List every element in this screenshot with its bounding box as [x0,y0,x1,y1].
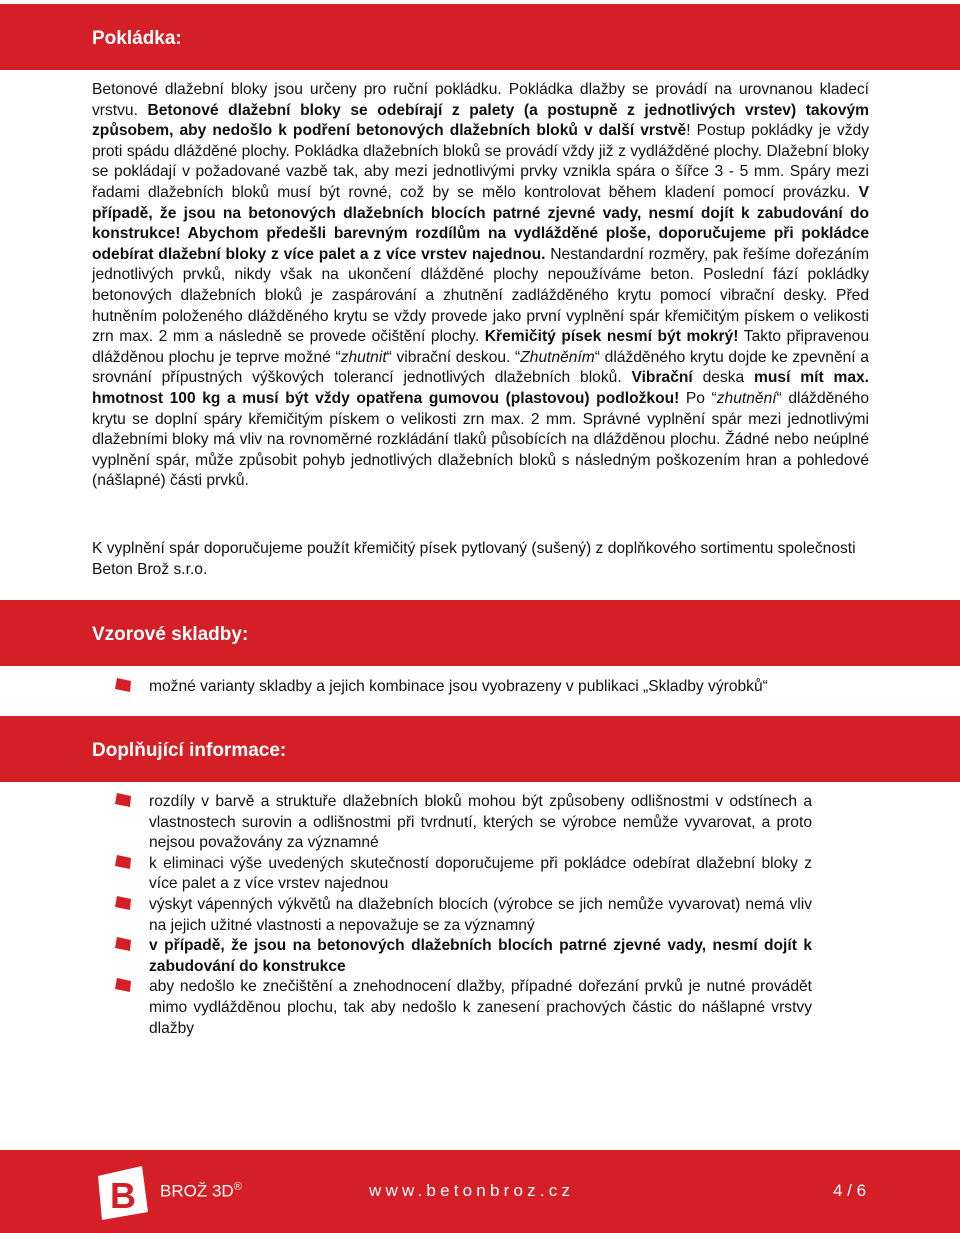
list-item: v případě, že jsou na betonových dlažebních blocích patrné zjevné vady, nesmí dojít k zabudování do konstrukce [0,936,960,977]
red-square-bullet-icon [113,677,135,693]
list-item: možné varianty skladby a jejich kombinace jsou vyobrazeny v publikaci „Skladby výrobků“ [0,677,960,698]
section-title: Vzorové skladby: [92,624,249,645]
section-title: Doplňující informace: [92,740,287,761]
red-square-bullet-icon [113,854,135,870]
page-footer [0,1150,960,1233]
footer-website-link[interactable]: www.betonbroz.cz [369,1181,575,1200]
list-doplnujici-informace [0,792,960,1039]
list-item: k eliminaci výše uvedených skutečností doporučujeme při pokládce odebírat dlažební bloky z více palet a z více vrstev najednou [0,854,960,895]
paragraph-doporuceni: K vyplnění spár doporučujeme použít křemičitý písek pytlovaný (sušený) z doplňkového sortimentu společnosti Beton Brož s.r.o. [92,540,856,578]
red-square-bullet-icon [113,895,135,911]
footer-brand: BROŽ 3D® [160,1181,242,1201]
section-header-pokladka [0,4,960,70]
red-square-bullet-icon [113,936,135,952]
svg-text:B: B [110,1175,136,1216]
red-square-bullet-icon [113,977,135,993]
red-square-bullet-icon [113,792,135,808]
list-item: aby nedošlo ke znečištění a znehodnocení dlažby, případné dořezání prvků je nutné provádět mimo vydlážděnou plochu, tak aby nedošlo k zanesení prachových částic do nášlapné vrstvy dlažby [0,977,960,1039]
list-item: rozdíly v barvě a struktuře dlažebních bloků mohou být způsobeny odlišnostmi v odstínech a vlastnostech surovin a odlišnostmi při tvrdnutí, kterých se výrobce nemůže vyvarovat, a proto nejsou považovány za významné [0,792,960,854]
paragraph-pokladka: Betonové dlažební bloky jsou určeny pro ruční pokládku. Pokládka dlažby se provádí na urovnanou kladecí vrstvu. Betonové dlažební bloky se odebírají z palety (a postupně z jednotlivých vrstev) takovým způsobem, aby nedošlo k podření betonových dlažebních bloků v další vrstvě! Postup pokládky je vždy proti spádu dlážděné plochy. Pokládka dlažebních bloků se provádí vždy již z vydlážděné plochy. Dlažební bloky se pokládají v požadované vazbě tak, aby mezi jednotlivými prvky vznikla spára o šířce 3 - 5 mm. Spáry mezi řadami dlažebních bloků musí být rovné, což by se mělo kontrolovat během kladení pomocí provázku. V případě, že jsou na betonových dlažebních blocích patrné zjevné vady, nesmí dojít k zabudování do konstrukce! Abychom předešli barevným rozdílům na vydlážděné ploše, doporučujeme při pokládce odebírat dlažební bloky z více palet a z více vrstev najednou. Nestandardní rozměry, pak řešíme dořezáním jednotlivých prvků, nikdy však na ukončení dlážděné plochy nepoužíváme beton. Poslední fází pokládky betonových dlažebních bloků je zaspárování a zhutnění zadlážděného krytu pomocí vibrační desky. Před hutněním položeného dlážděného krytu se vždy provede jako první vyplnění spár křemičitým pískem o velikosti zrn max. 2 mm a následně se provede očištění plochy. Křemičitý písek nesmí být mokrý! Takto připravenou dlážděnou plochu je teprve možné “zhutnit“ vibrační deskou. “Zhutněním“ dlážděného krytu dojde ke zpevnění a srovnání přípustných výškových tolerancí jednotlivých dlažebních bloků. Vibrační deska musí mít max. hmotnost 100 kg a musí být vždy opatřena gumovou (plastovou) podložkou! Po “zhutnění“ dlážděného krytu se doplní spáry křemičitým pískem o velikosti zrn max. 2 mm. Správné vyplnění spár mezi jednotlivými dlažebními bloky má vliv na rovnoměrné rozkládání tlaků působících na dlážděnou plochu. Žádné nebo neúplné vyplnění spár, může způsobit pohyb jednotlivých dlažebních bloků s následným poškozením hran a pohledové (nášlapné) části prvků. [92,81,870,490]
section-header-vzorove-skladby [0,600,960,666]
section-title: Pokládka: [92,28,182,49]
list-item: výskyt vápenných výkvětů na dlažebních blocích (výrobce se jich nemůže vyvarovat) nemá vliv na jejich užitné vlastnosti a nepovažuje se za významný [0,895,960,936]
beton-broz-b-logo-icon [92,1162,152,1222]
section-header-doplnujici-informace [0,716,960,782]
list-vzorove-skladby [0,677,960,698]
page-number: 4 / 6 [833,1181,867,1200]
